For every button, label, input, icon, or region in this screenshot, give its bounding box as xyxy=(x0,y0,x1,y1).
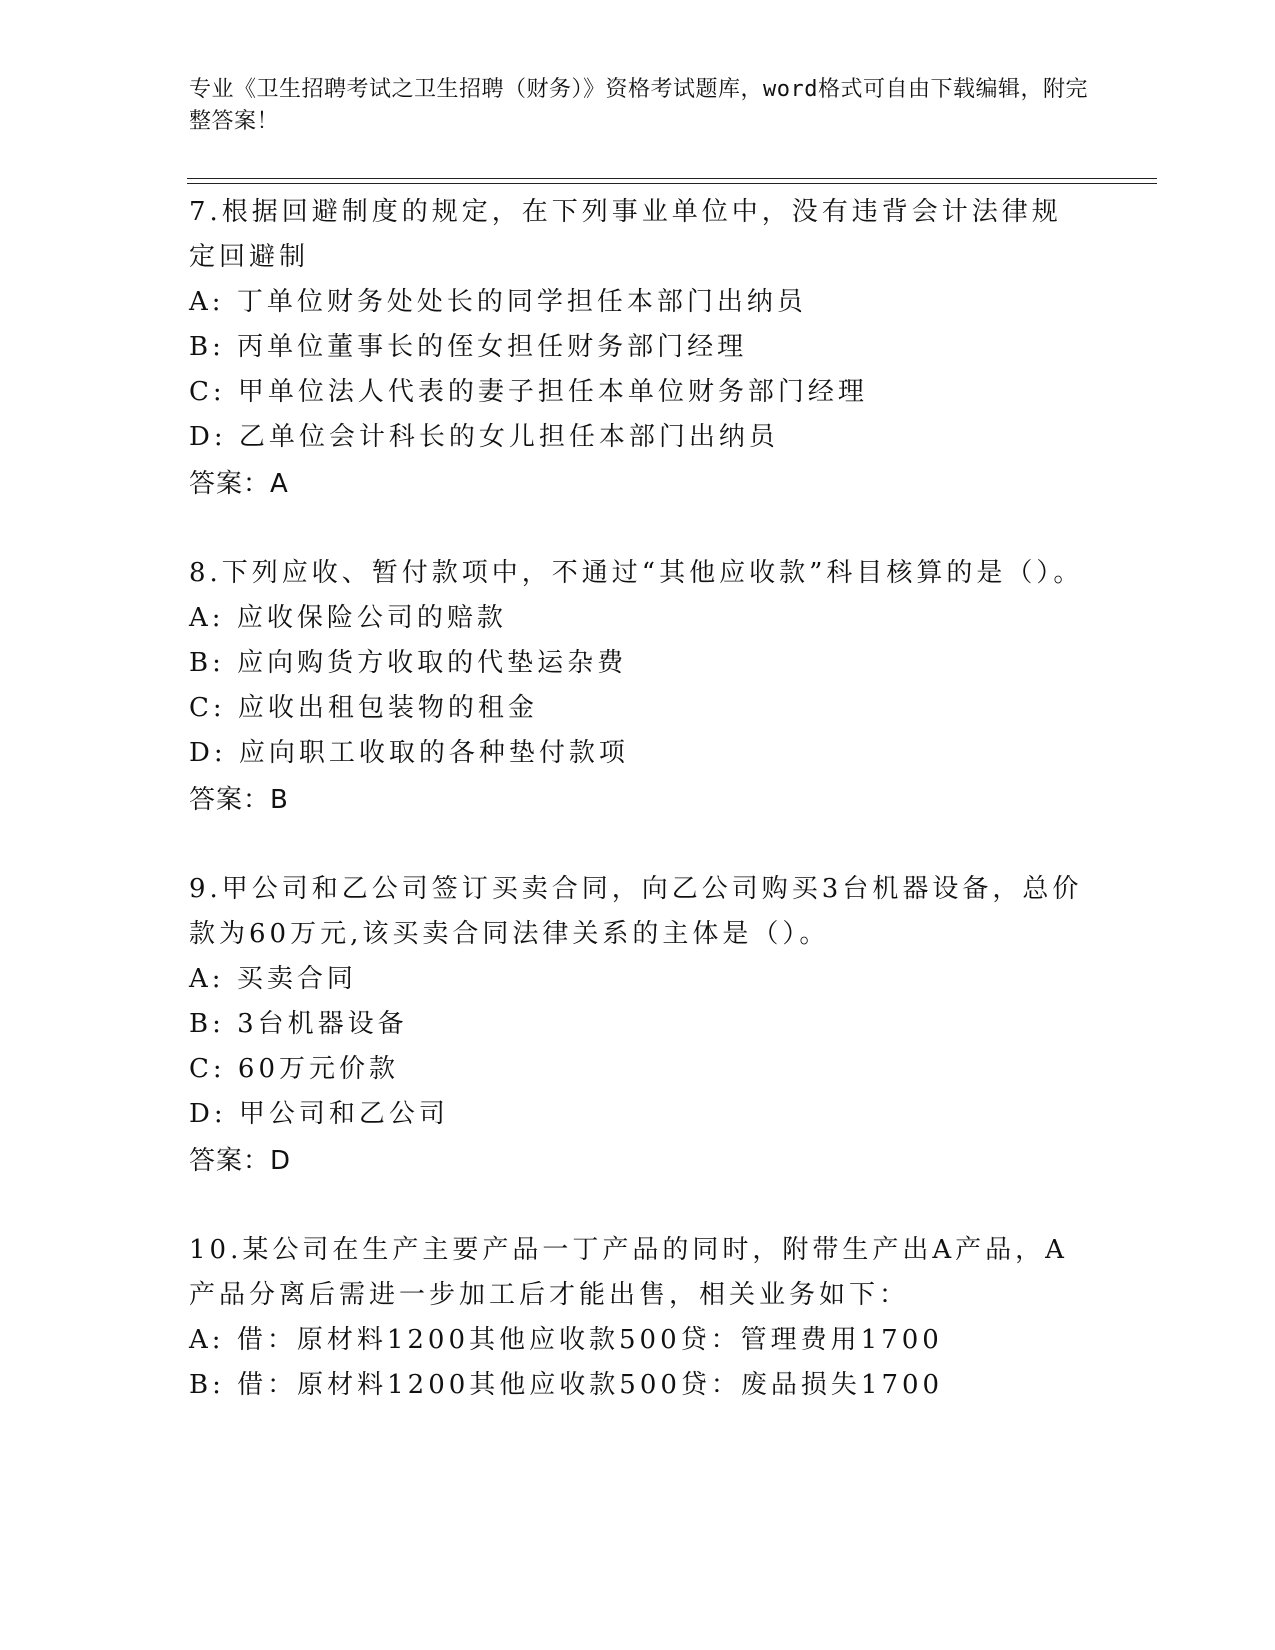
question-text: 9.甲公司和乙公司签订买卖合同，向乙公司购买3台机器设备，总价款为60万元,该买卖合同法律关系的主体是（）。 xyxy=(189,874,1083,949)
option-c xyxy=(189,686,1089,731)
option-text: 应收保险公司的赔款 xyxy=(236,603,507,633)
option-d xyxy=(189,731,1089,776)
option-text: 丙单位董事长的侄女担任财务部门经理 xyxy=(237,332,748,362)
option-label: C: xyxy=(189,693,226,723)
option-text: 丁单位财务处处长的同学担任本部门出纳员 xyxy=(236,287,807,317)
option-c xyxy=(189,1047,1089,1092)
option-label: C: xyxy=(189,377,226,407)
option-c xyxy=(189,370,1089,415)
option-b xyxy=(189,1002,1089,1047)
option-d xyxy=(189,415,1089,460)
question-list xyxy=(189,190,1089,1408)
option-text: 买卖合同 xyxy=(236,964,357,994)
answer: 答案：D xyxy=(189,1146,292,1176)
option-label: D: xyxy=(189,738,227,768)
option-text: 乙单位会计科长的女儿担任本部门出纳员 xyxy=(238,422,779,452)
option-text: 借：原材料1200其他应收款500贷：废品损失1700 xyxy=(237,1370,944,1400)
document-header xyxy=(189,74,1089,138)
option-d xyxy=(189,1092,1089,1137)
option-a xyxy=(189,957,1089,1002)
spacer xyxy=(189,824,1089,867)
option-text: 借：原材料1200其他应收款500贷：管理费用1700 xyxy=(236,1325,943,1355)
option-label: D: xyxy=(189,422,227,452)
option-text: 应向购货方收取的代垫运杂费 xyxy=(237,648,628,678)
option-text: 应收出租包装物的租金 xyxy=(237,693,538,723)
question-9 xyxy=(189,867,1089,1185)
option-b xyxy=(189,641,1089,686)
option-label: D: xyxy=(189,1099,227,1129)
option-text: 应向职工收取的各种垫付款项 xyxy=(238,738,629,768)
option-text: 60万元价款 xyxy=(237,1054,400,1084)
question-8 xyxy=(189,551,1089,824)
answer: 答案：B xyxy=(189,785,289,815)
question-text: 10.某公司在生产主要产品一丁产品的同时，附带生产出A产品，A产品分离后需进一步加工后才能出售，相关业务如下： xyxy=(189,1235,1068,1310)
option-a xyxy=(189,1318,1089,1363)
header-text: 专业《卫生招聘考试之卫生招聘（财务）》资格考试题库，word格式可自由下载编辑，附完整答案！ xyxy=(189,77,1088,134)
spacer xyxy=(189,508,1089,551)
answer: 答案：A xyxy=(189,469,289,499)
option-label: B: xyxy=(189,1370,225,1400)
option-b xyxy=(189,1363,1089,1408)
header-divider-bottom xyxy=(187,183,1157,184)
question-text: 7.根据回避制度的规定，在下列事业单位中，没有违背会计法律规定回避制 xyxy=(189,197,1062,272)
option-label: A: xyxy=(189,964,225,994)
option-a xyxy=(189,280,1089,325)
option-b xyxy=(189,325,1089,370)
option-text: 甲单位法人代表的妻子担任本单位财务部门经理 xyxy=(237,377,868,407)
option-label: B: xyxy=(189,648,225,678)
question-10 xyxy=(189,1228,1089,1408)
option-label: C: xyxy=(189,1054,226,1084)
header-divider-top xyxy=(187,178,1157,179)
option-text: 3台机器设备 xyxy=(237,1009,408,1039)
option-label: A: xyxy=(189,1325,225,1355)
option-text: 甲公司和乙公司 xyxy=(238,1099,449,1129)
option-label: A: xyxy=(189,287,225,317)
option-label: B: xyxy=(189,1009,225,1039)
option-label: B: xyxy=(189,332,225,362)
option-label: A: xyxy=(189,603,225,633)
question-7 xyxy=(189,190,1089,508)
question-text: 8.下列应收、暂付款项中，不通过“其他应收款”科目核算的是（）。 xyxy=(189,558,1084,588)
option-a xyxy=(189,596,1089,641)
spacer xyxy=(189,1185,1089,1228)
